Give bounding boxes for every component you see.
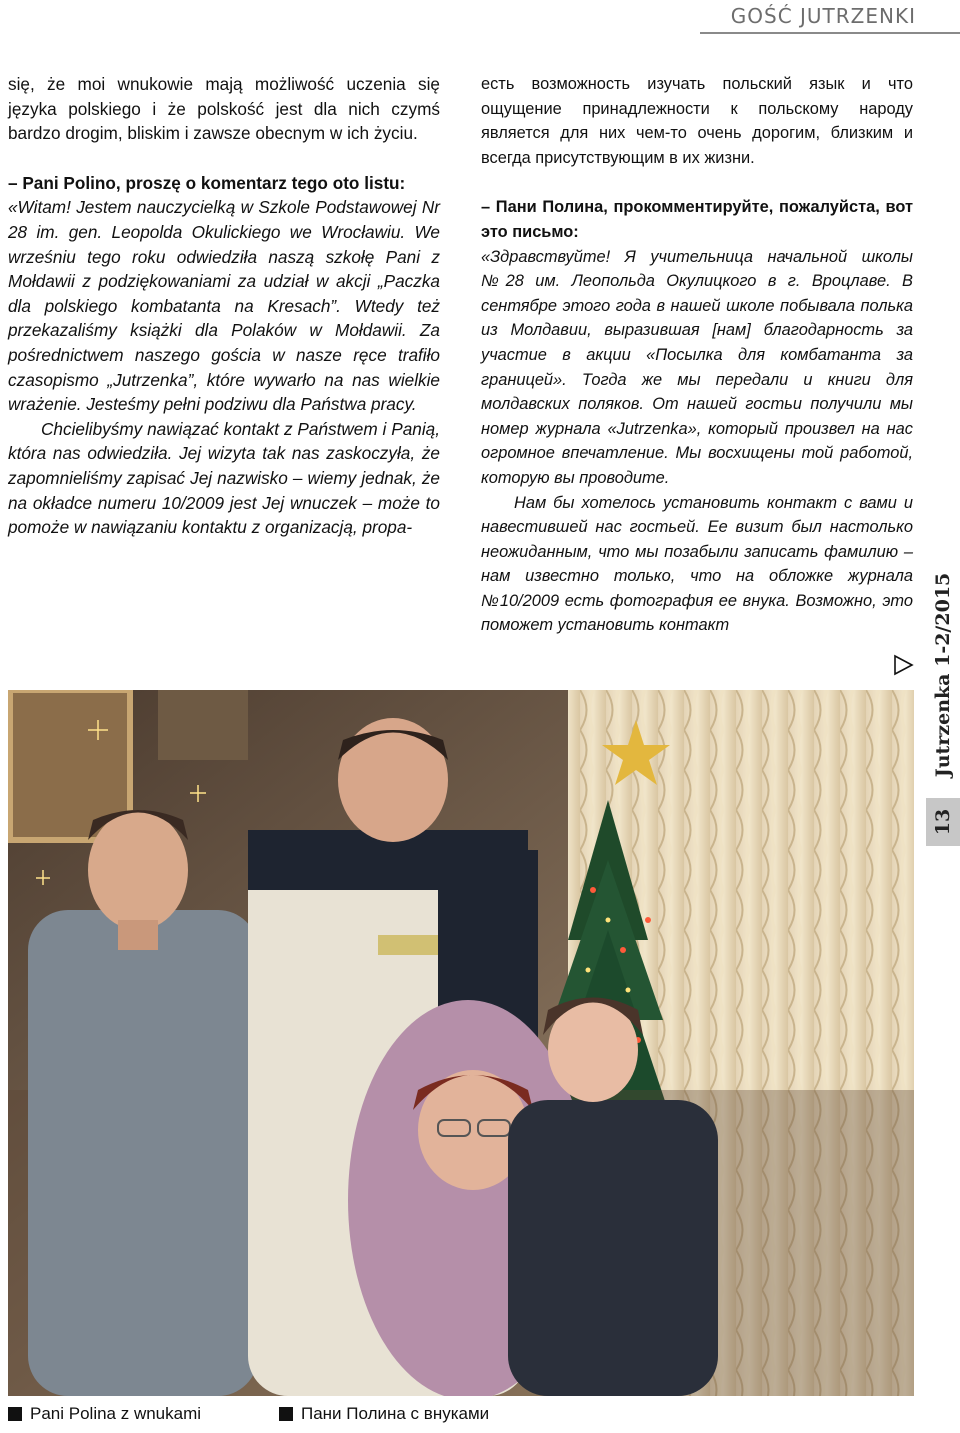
continue-arrow-icon — [892, 654, 914, 676]
russian-question: – Пани Полина, прокомментируйте, пожалуйста, вот это письмо: — [481, 198, 913, 241]
square-bullet-icon — [279, 1407, 293, 1421]
square-bullet-icon — [8, 1407, 22, 1421]
photo-caption-polish — [8, 1404, 201, 1424]
russian-letter-2: Нам бы хотелось установить контакт с вами и навестившей нас гостьей. Ее визит был настолько неожиданным, что мы позабыли записать фамилию – нам известно только, что на обложке журнала №10/2009 есть фотография ее внука. Возможно, это поможет установить контакт — [481, 493, 913, 635]
photo-caption-russian — [279, 1404, 489, 1424]
magazine-issue-text: Jutrzenka 1-2/2015 — [932, 572, 954, 778]
caption-polish-text: Pani Polina z wnukami — [30, 1404, 202, 1423]
header-rule — [700, 32, 960, 34]
family-photo-illustration — [8, 690, 914, 1396]
page-number-tab — [926, 798, 960, 846]
polish-paragraph-1: się, że moi wnukowie mają możliwość uczenia się języka polskiego i że polskość jest dla nich czymś bardzo drogim, bliskim i zawsze obecnym w ich życiu. — [8, 74, 440, 144]
page-number: 13 — [932, 808, 954, 836]
russian-letter-1: «Здравствуйте! Я учительница начальной школы №28 им. Леопольда Окулицкого в г. Вроцлаве. В сентябре этого года в нашей школе побывала полька из Молдавии, выразившая [нам] благодарность за участие в акции «Посылка для комбатанта за границей». Тогда же мы передали и книги для молдавских поляков. От нашей гостьи получили мы номер журнала «Jutrzenka», который произвел на нас огромное впечатление. Мы восхищены той работой, которую вы проводите. — [481, 247, 913, 487]
polish-letter-2: Chcielibyśmy nawiązać kontakt z Państwem i Panią, która nas odwiedziła. Jej wizyta tak nas zaskoczyła, że zapomnieliśmy zapisać Jej nazwisko – wiemy jednak, że na okładce numeru 10/2009 jest Jej wnuczek – może to pomoże w nawiązaniu kontaktu z organizacją, propa- — [8, 418, 440, 538]
polish-letter-1: «Witam! Jestem nauczycielką w Szkole Podstawowej Nr 28 im. gen. Leopolda Okulickiego we Wrocławiu. We wrześniu tego roku odwiedziła naszą szkołę Pani z Mołdawii z podziękowaniami za udział w akcji „Paczka dla polskiego kombatanta na Kresach”. Wtedy też przekazaliśmy książki dla Polaków w Mołdawii. Za pośrednictwem naszego gościa w nasze ręce trafiło czasopismo „Jutrzenka”, które wywarło na nas wielkie wrażenie. Jesteśmy pełni podziwu dla Państwa pracy. — [8, 197, 440, 415]
section-header — [700, 0, 960, 36]
caption-russian-text: Пани Полина с внуками — [301, 1404, 490, 1423]
russian-paragraph-1: есть возможность изучать польский язык и что ощущение принадлежности к польскому народу является для них чем-то очень дорогим, близким и всегда присутствующим в их жизни. — [481, 75, 913, 167]
polish-question: – Pani Polino, proszę o komentarz tego oto listu: — [8, 172, 406, 193]
family-photo — [8, 690, 914, 1396]
section-title: GOŚĆ JUTRZENKI — [730, 4, 916, 28]
magazine-issue-label — [925, 570, 960, 780]
russian-column — [481, 72, 913, 638]
polish-column — [8, 72, 440, 540]
